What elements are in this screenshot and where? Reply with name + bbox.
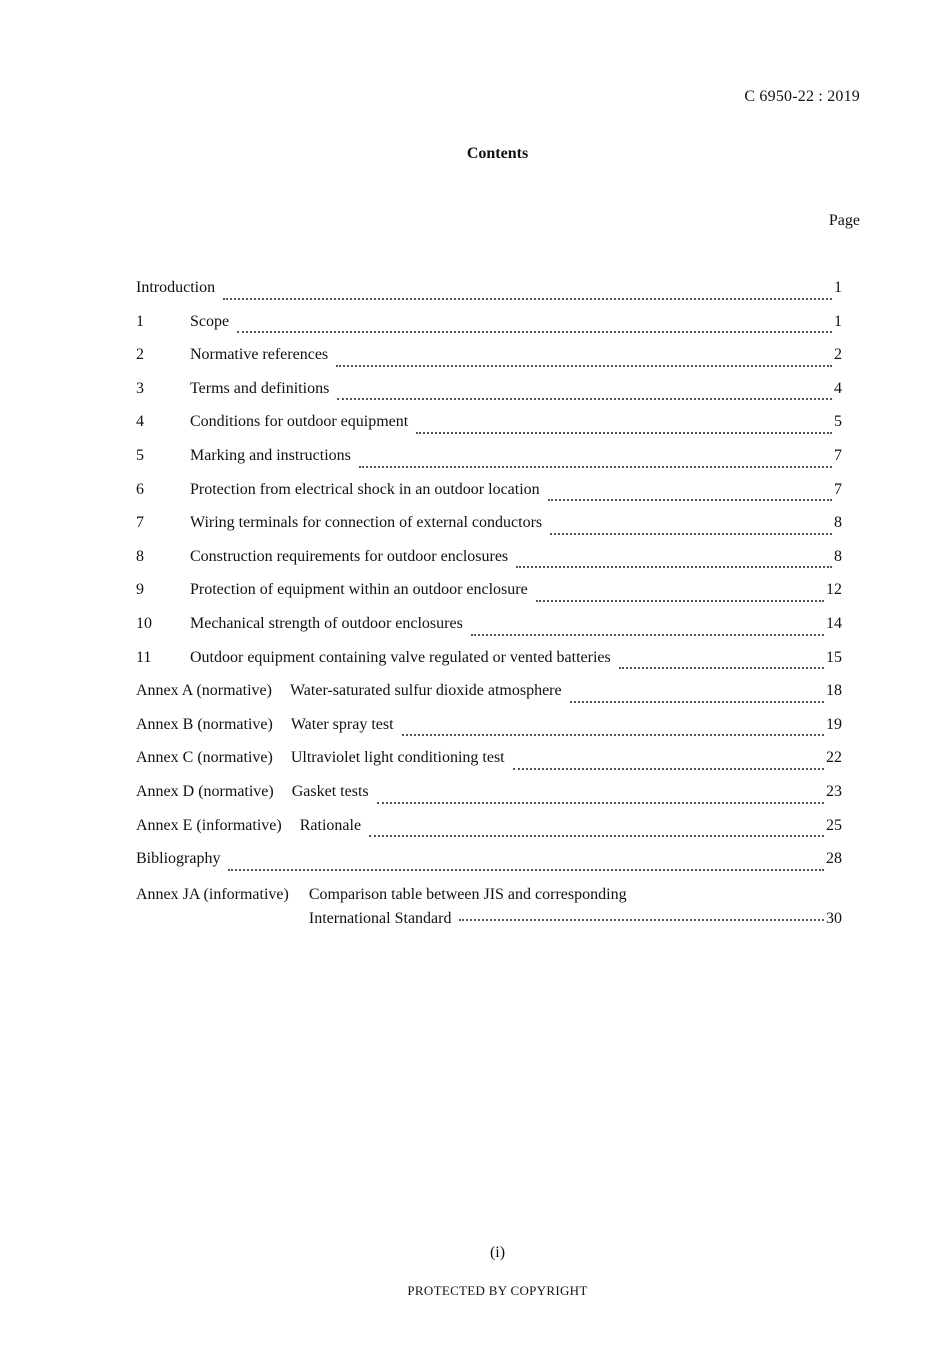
toc-entry-number: 2 — [136, 346, 144, 364]
annex-label: Annex B (normative) — [136, 715, 273, 733]
toc-entry-number: 3 — [136, 379, 144, 397]
dot-leader — [459, 919, 824, 921]
toc-entry[interactable] — [136, 646, 842, 680]
toc-entry[interactable] — [136, 545, 842, 579]
dot-leader — [223, 298, 832, 300]
toc-entry[interactable] — [136, 310, 842, 344]
toc-entry-title: Bibliography — [136, 850, 221, 868]
annex-title: Gasket tests — [291, 782, 369, 800]
dot-leader — [228, 869, 824, 871]
dot-leader — [619, 667, 824, 669]
annex-label: Annex A (normative) — [136, 682, 272, 700]
toc-entry-page: 22 — [826, 749, 842, 767]
toc-entry-title: Scope — [190, 312, 230, 330]
toc-entry-page: 8 — [834, 514, 842, 532]
copyright-notice: PROTECTED BY COPYRIGHT — [407, 1283, 588, 1298]
page-column-heading: Page — [828, 212, 860, 229]
annex-label: Annex E (informative) — [136, 816, 282, 834]
annex-label: Annex JA (informative) — [136, 885, 289, 903]
table-of-contents — [136, 276, 842, 931]
toc-entry[interactable] — [136, 343, 842, 377]
toc-entry[interactable] — [136, 511, 842, 545]
dot-leader — [402, 734, 824, 736]
dot-leader — [548, 499, 832, 501]
toc-entry-title: Protection of equipment within an outdoor enclosure — [190, 581, 528, 599]
annex-title-line-2: International Standard — [308, 909, 452, 927]
toc-entry[interactable] — [136, 612, 842, 646]
toc-entry-page: 1 — [834, 312, 842, 330]
toc-entry-page: 7 — [834, 446, 842, 464]
dot-leader — [513, 768, 824, 770]
toc-entry-page: 30 — [826, 909, 842, 927]
toc-entry-title: Protection from electrical shock in an outdoor location — [190, 480, 540, 498]
dot-leader — [359, 466, 832, 468]
toc-entry-number: 11 — [136, 648, 152, 666]
toc-entry-page: 12 — [826, 581, 842, 599]
toc-entry-page: 28 — [826, 850, 842, 868]
toc-entry-number: 7 — [136, 514, 144, 532]
toc-entry[interactable] — [136, 410, 842, 444]
toc-entry-number: 6 — [136, 480, 144, 498]
toc-annex-entry[interactable] — [136, 713, 842, 747]
toc-entry-page: 25 — [826, 816, 842, 834]
toc-entry-bibliography[interactable] — [136, 847, 842, 881]
toc-entry-page: 7 — [834, 480, 842, 498]
annex-label: Annex D (normative) — [136, 782, 274, 800]
dot-leader — [536, 600, 824, 602]
annex-title: Water-saturated sulfur dioxide atmosphere — [289, 682, 562, 700]
toc-entry-number: 4 — [136, 413, 144, 431]
dot-leader — [416, 432, 832, 434]
dot-leader — [377, 802, 824, 804]
toc-entry-title: Construction requirements for outdoor enclosures — [190, 547, 509, 565]
toc-entry[interactable] — [136, 377, 842, 411]
annex-title: Water spray test — [290, 715, 394, 733]
toc-entry[interactable] — [136, 578, 842, 612]
annex-title: Rationale — [299, 816, 362, 834]
page-title: Contents — [466, 145, 529, 162]
dot-leader — [237, 331, 832, 333]
toc-entry-title: Outdoor equipment containing valve regulated or vented batteries — [190, 648, 611, 666]
toc-entry-page: 19 — [826, 715, 842, 733]
toc-entry-page: 15 — [826, 648, 842, 666]
toc-entry[interactable] — [136, 444, 842, 478]
annex-title: Ultraviolet light conditioning test — [290, 749, 505, 767]
toc-entry-page: 4 — [834, 379, 842, 397]
dot-leader — [570, 701, 824, 703]
toc-entry-number: 9 — [136, 581, 144, 599]
dot-leader — [369, 835, 824, 837]
toc-annex-entry[interactable] — [136, 780, 842, 814]
toc-entry-title: Mechanical strength of outdoor enclosures — [190, 614, 463, 632]
dot-leader — [471, 634, 824, 636]
toc-entry-number: 8 — [136, 547, 144, 565]
toc-entry-title: Marking and instructions — [190, 446, 351, 464]
toc-entry-number: 5 — [136, 446, 144, 464]
toc-entry-page: 23 — [826, 782, 842, 800]
toc-entry[interactable] — [136, 478, 842, 512]
annex-title-line-1: Comparison table between JIS and corresponding — [308, 885, 627, 903]
dot-leader — [336, 365, 832, 367]
toc-entry-number: 10 — [136, 614, 152, 632]
toc-entry-title: Normative references — [190, 346, 329, 364]
toc-entry-page: 5 — [834, 413, 842, 431]
toc-entry-title: Introduction — [136, 279, 216, 296]
toc-entry-page: 18 — [826, 682, 842, 700]
toc-entry-page: 14 — [826, 614, 842, 632]
dot-leader — [337, 398, 832, 400]
toc-entry-page: 8 — [834, 547, 842, 565]
dot-leader — [550, 533, 832, 535]
page-number: (i) — [489, 1244, 506, 1261]
toc-entry-introduction[interactable] — [136, 276, 842, 310]
toc-annex-ja-entry[interactable] — [136, 883, 842, 931]
toc-entry-title: Conditions for outdoor equipment — [190, 413, 409, 431]
toc-entry-number: 1 — [136, 312, 144, 330]
toc-entry-title: Wiring terminals for connection of external conductors — [190, 514, 543, 532]
dot-leader — [516, 566, 832, 568]
toc-entry-title: Terms and definitions — [190, 379, 330, 397]
toc-entry-page: 1 — [834, 279, 842, 296]
toc-entry-page: 2 — [834, 346, 842, 364]
toc-annex-entry[interactable] — [136, 814, 842, 848]
annex-label: Annex C (normative) — [136, 749, 273, 767]
toc-annex-entry[interactable] — [136, 746, 842, 780]
toc-annex-entry[interactable] — [136, 679, 842, 713]
document-id: C 6950-22 : 2019 — [744, 88, 860, 105]
